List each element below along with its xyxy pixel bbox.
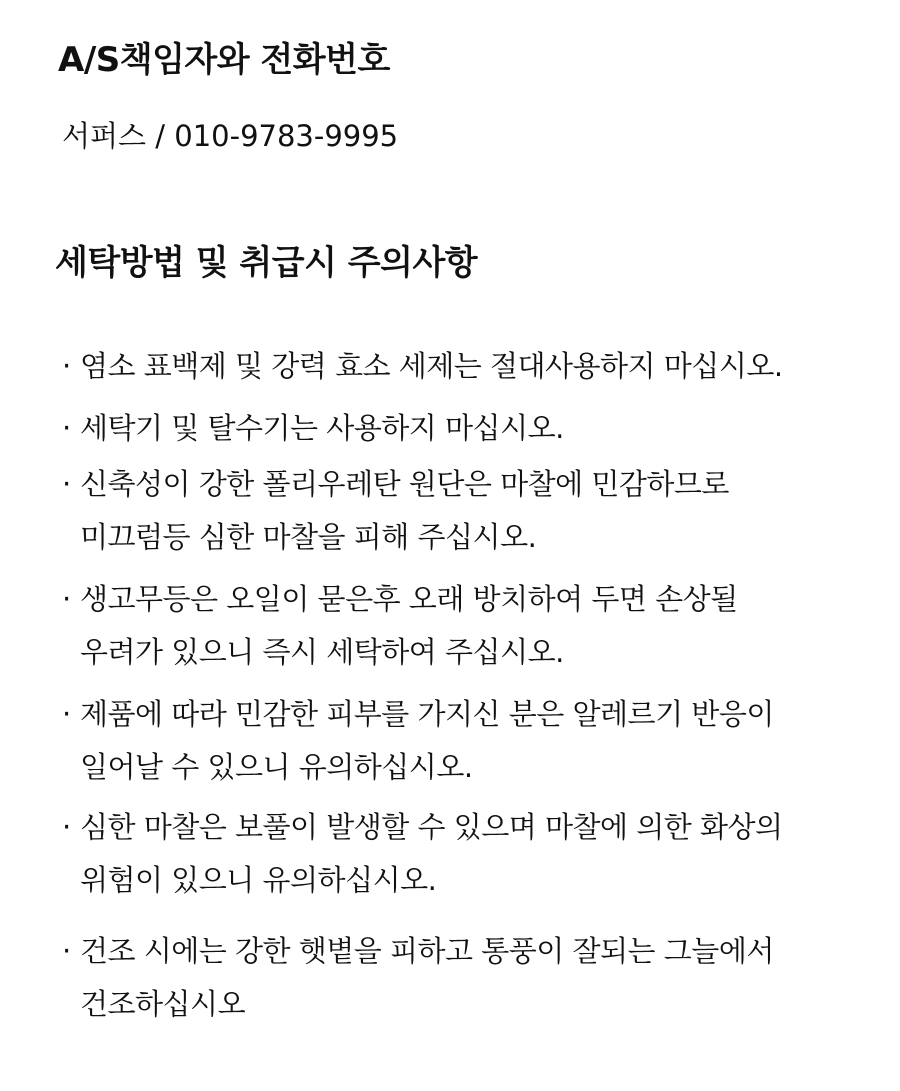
as-section-title: A/S책임자와 전화번호 <box>58 40 390 80</box>
notice-line: 제품에 따라 민감한 피부를 가지신 분은 알레르기 반응이 <box>80 697 774 731</box>
bullet-dot: · <box>62 349 71 383</box>
notice-item <box>62 688 892 794</box>
notice-line: 세탁기 및 탈수기는 사용하지 마십시오. <box>80 411 564 445</box>
notice-line-continued: 일어날 수 있으니 유의하십시오. <box>80 750 473 784</box>
notice-line: 염소 표백제 및 강력 효소 세제는 절대사용하지 마십시오. <box>80 349 783 383</box>
notice-item <box>62 458 892 564</box>
notice-line-continued: 건조하십시오 <box>80 987 246 1021</box>
notice-line-continued: 미끄럼등 심한 마찰을 피해 주십시오. <box>80 520 537 554</box>
notice-line: 신축성이 강한 폴리우레탄 원단은 마찰에 민감하므로 <box>80 467 729 501</box>
bullet-dot: · <box>62 934 71 968</box>
bullet-dot: · <box>62 582 71 616</box>
bullet-dot: · <box>62 810 71 844</box>
notice-line-continued: 우려가 있으니 즉시 세탁하여 주십시오. <box>80 635 564 669</box>
bullet-dot: · <box>62 411 71 445</box>
notice-line: 심한 마찰은 보풀이 발생할 수 있으며 마찰에 의한 화상의 <box>80 810 783 844</box>
notice-item <box>62 340 892 393</box>
notice-line: 생고무등은 오일이 묻은후 오래 방치하여 두면 손상될 <box>80 582 738 616</box>
notice-item <box>62 402 892 455</box>
notice-line-continued: 위험이 있으니 유의하십시오. <box>80 863 437 897</box>
notice-item <box>62 573 892 679</box>
bullet-dot: · <box>62 697 71 731</box>
bullet-dot: · <box>62 467 71 501</box>
notice-item <box>62 925 892 1031</box>
care-section-title: 세탁방법 및 취급시 주의사항 <box>55 243 478 283</box>
notice-line: 건조 시에는 강한 햇볕을 피하고 통풍이 잘되는 그늘에서 <box>80 934 774 968</box>
as-contact-info: 서퍼스 / 010-9783-9995 <box>62 119 399 153</box>
notice-item <box>62 801 892 907</box>
